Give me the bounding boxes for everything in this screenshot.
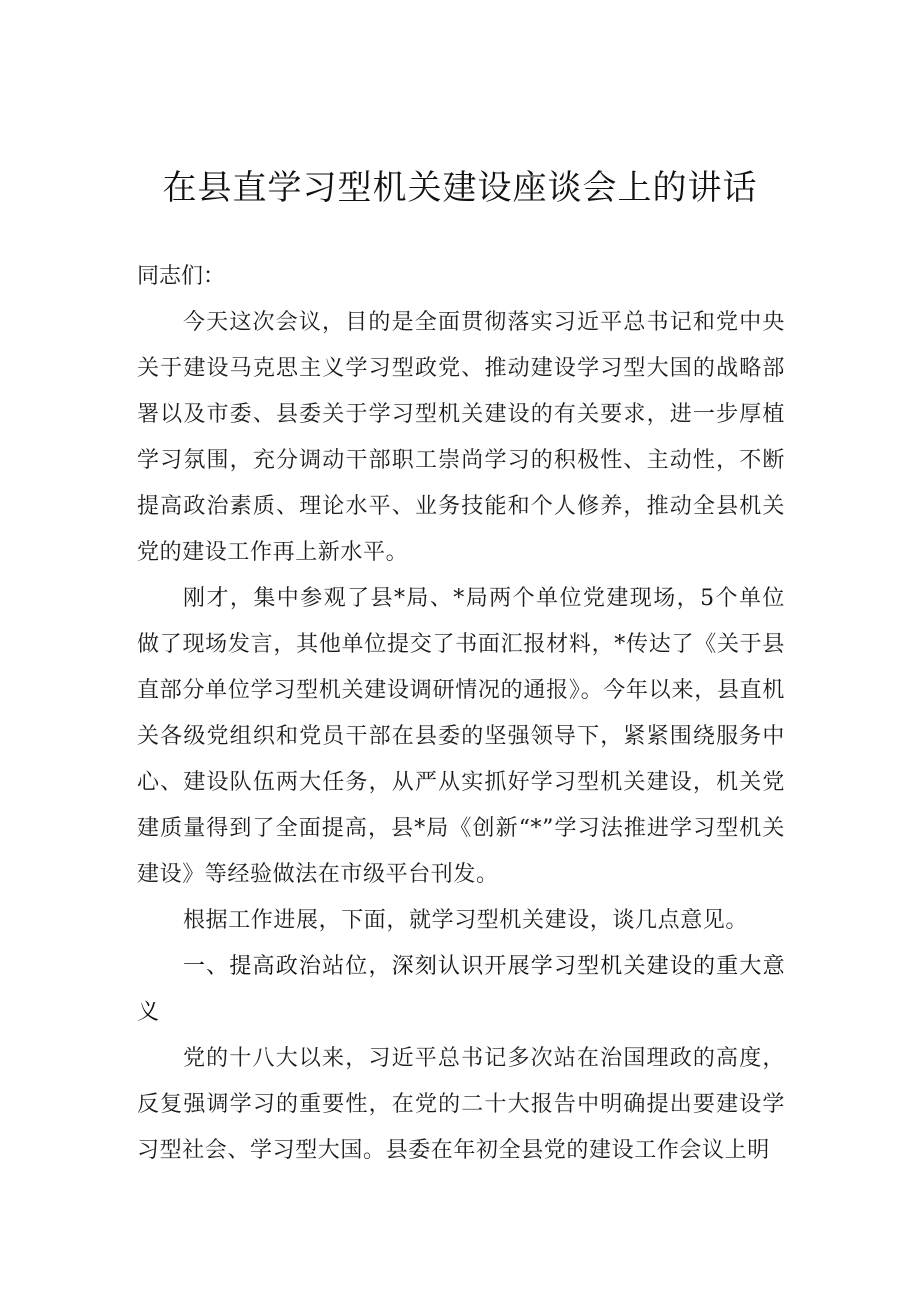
document-title: 在县直学习型机关建设座谈会上的讲话	[162, 168, 758, 208]
greeting: 同志们：	[137, 264, 226, 289]
section-heading: 一、提高政治站位，深刻认识开展学习型机关建设的重大意义	[137, 954, 785, 1025]
paragraph-section-one: 党的十八大以来，习近平总书记多次站在治国理政的高度，反复强调学习的重要性，在党的二十大报告中明确提出要建设学习型社会、学习型大国。县委在年初全县党的建设工作会议上明	[137, 1046, 785, 1163]
paragraph-transition: 根据工作进展，下面，就学习型机关建设，谈几点意见。	[183, 908, 749, 933]
paragraph-intro: 今天这次会议，目的是全面贯彻落实习近平总书记和党中央关于建设马克思主义学习型政党、推动建设学习型大国的战略部署以及市委、县委关于学习型机关建设的有关要求，进一步厚植学习氛围，充分调动干部职工崇尚学习的积极性、主动性，不断提高政治素质、理论水平、业务技能和个人修养，推动全县机关党的建设工作再上新水平。	[137, 310, 785, 565]
paragraph-review: 刚才，集中参观了县*局、*局两个单位党建现场，5个单位做了现场发言，其他单位提交了书面汇报材料，*传达了《关于县直部分单位学习型机关建设调研情况的通报》。今年以来，县直机关各级党组织和党员干部在县委的坚强领导下，紧紧围绕服务中心、建设队伍两大任务，从严从实抓好学习型机关建设，机关党建质量得到了全面提高，县*局《创新“*”学习法推进学习型机关建设》等经验做法在市级平台刊发。	[137, 586, 785, 887]
document-body	[137, 254, 785, 1174]
